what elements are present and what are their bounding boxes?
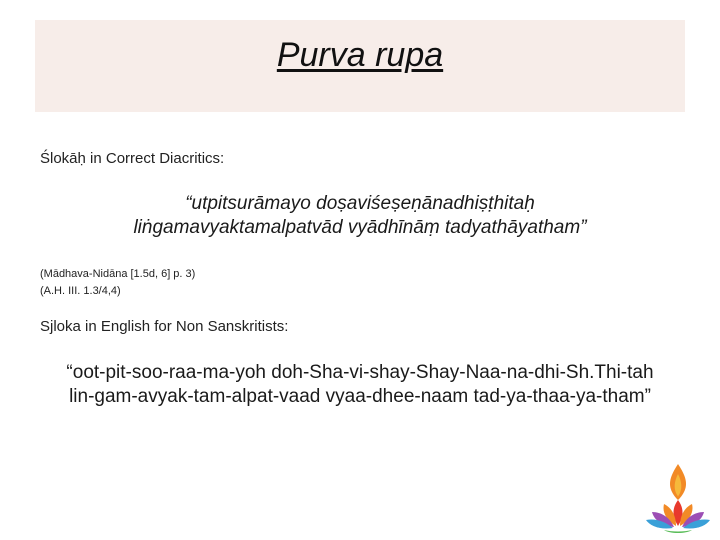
verse-english-line-2: lin-gam-avyak-tam-alpat-vaad vyaa-dhee-naam tad-ya-thaa-ya-tham” (69, 386, 651, 407)
diacritics-label: Ślokāḥ in Correct Diacritics: (40, 150, 225, 167)
reference-madhava-nidana: (Mādhava-Nidāna [1.5d, 6] p. 3) (40, 268, 196, 280)
slide-title: Purva rupa (276, 36, 444, 74)
reference-ah: (A.H. III. 1.3/4,4) (40, 285, 121, 297)
lotus-flame-icon (640, 462, 716, 538)
petal-base (664, 530, 692, 533)
verse-diacritic-line-1: “utpitsurāmayo doṣaviśeṣeṇānadhiṣṭhitaḥ (185, 193, 535, 214)
english-label: Sjloka in English for Non Sanskritists: (40, 318, 289, 335)
references (40, 266, 195, 300)
verse-diacritic-line-2: liṅgamavyaktamalpatvād vyādhīnāṃ tadyathāyatham” (133, 217, 587, 238)
verse-english-line-1: “oot-pit-soo-raa-ma-yoh doh-Sha-vi-shay-Shay-Naa-na-dhi-Sh.Thi-tah (66, 362, 654, 383)
verse-english (40, 361, 680, 409)
title-banner (35, 20, 685, 112)
verse-diacritic (40, 192, 680, 240)
